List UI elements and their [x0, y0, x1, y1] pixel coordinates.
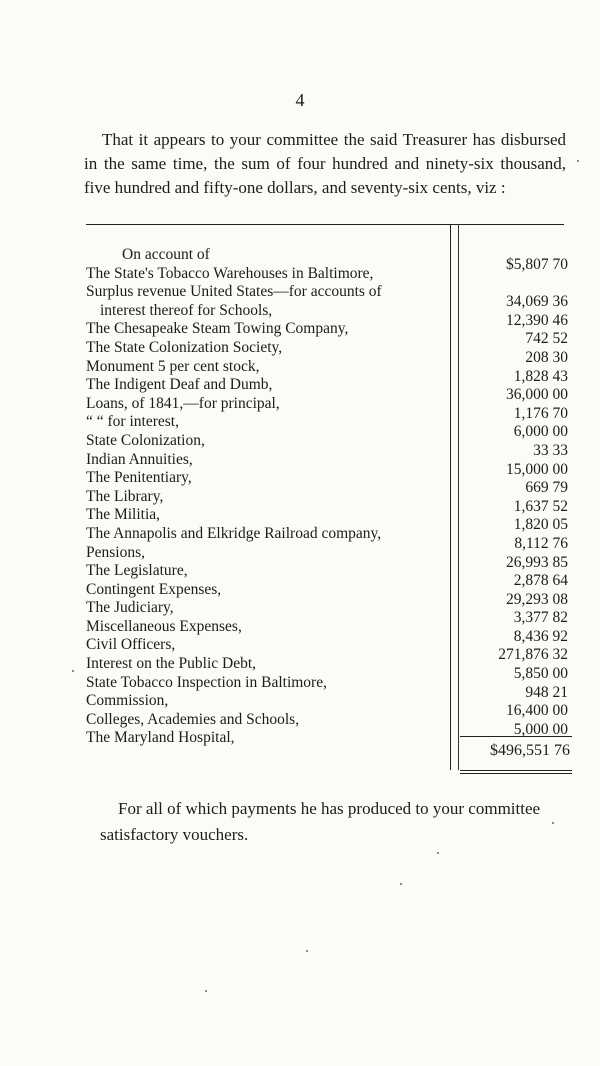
ledger-item-label: The Maryland Hospital, [86, 729, 235, 747]
intro-paragraph [84, 128, 566, 200]
ledger-item-amount: 5,000 00 [513, 720, 568, 738]
ledger-amounts [460, 256, 570, 739]
ledger-item-label: interest thereof for Schools, [100, 301, 273, 319]
ledger-items [86, 246, 450, 748]
ledger-item-label: State Tobacco Inspection in Baltimore, [86, 673, 327, 691]
column-divider [450, 224, 451, 770]
ledger-item-amount: 948 21 [525, 683, 568, 701]
ledger-item-amount: 742 52 [525, 330, 568, 348]
ledger-item-amount: 1,828 43 [513, 367, 568, 385]
ledger-item-label: Civil Officers, [86, 636, 176, 654]
ledger-item-amount: 1,176 70 [513, 404, 568, 422]
ledger-item-amount: 12,390 46 [506, 311, 568, 329]
ledger-item-label: Loans, of 1841,—for principal, [86, 394, 280, 412]
ledger-item-amount: 271,876 32 [498, 646, 568, 664]
ledger-item-amount: $5,807 70 [506, 256, 568, 273]
print-speck [306, 950, 308, 952]
intro-text: That it appears to your committee the said Treasurer has disbursed in the same time, the sum of four hundred and ninety-six thousand, five hundred and fifty-one dollars, and seventy-six cents, viz : [84, 130, 566, 197]
ledger-item-amount: 669 79 [525, 479, 568, 497]
ledger-heading: On account of [122, 246, 210, 263]
ledger-item-label: State Colonization, [86, 431, 205, 449]
ledger-item-amount [460, 275, 570, 294]
ledger-item-amount: 2,878 64 [513, 572, 568, 590]
ledger-item-amount: 8,112 76 [514, 534, 568, 552]
closing-text: For all of which payments he has produced to your committee satisfactory vouchers. [100, 799, 541, 844]
ledger-item-label: The State Colonization Society, [86, 338, 283, 356]
ledger-item-label: Commission, [86, 692, 169, 710]
ledger-total: $496,551 76 [490, 742, 570, 759]
ledger-item-amount: 1,820 05 [513, 516, 568, 534]
page-number: 4 [295, 90, 305, 110]
ledger-item-label: The State's Tobacco Warehouses in Baltimore, [86, 264, 374, 282]
ledger-item-amount: 6,000 00 [513, 423, 568, 441]
print-speck [577, 160, 579, 162]
print-speck [437, 852, 439, 854]
ledger-item-label: The Militia, [86, 506, 161, 524]
ledger-item-label: The Library, [86, 487, 164, 505]
ledger-item-amount: 1,637 52 [513, 497, 568, 515]
ledger-item-label: Interest on the Public Debt, [86, 655, 257, 673]
ledger-item-amount: 15,000 00 [506, 460, 568, 478]
print-speck [552, 822, 554, 824]
ledger-item-label: Miscellaneous Expenses, [86, 617, 242, 635]
ledger-item-label: The Annapolis and Elkridge Railroad company, [86, 524, 382, 542]
ledger-item-label: “ “ for interest, [86, 413, 179, 431]
closing-paragraph [100, 796, 578, 848]
ledger-item-label: The Chesapeake Steam Towing Company, [86, 320, 349, 338]
ledger-item-amount: 26,993 85 [506, 553, 568, 571]
ledger-item-amount: 3,377 82 [513, 609, 568, 627]
top-rule [86, 224, 564, 225]
ledger-item-amount: 36,000 00 [506, 386, 568, 404]
ledger-item-amount: 34,069 36 [506, 293, 568, 311]
ledger-item-label: Contingent Expenses, [86, 580, 222, 598]
ledger-item-label: Surplus revenue United States—for accounts of [86, 283, 382, 301]
print-speck [400, 883, 402, 885]
ledger-item-label: The Legislature, [86, 562, 188, 580]
column-divider-inner [458, 224, 459, 770]
ledger-item-amount: 33 33 [533, 441, 568, 459]
ledger-item-amount: 5,850 00 [513, 665, 568, 683]
double-rule-lower [460, 773, 572, 774]
ledger-item-amount: 16,400 00 [506, 702, 568, 720]
ledger-item-label: Monument 5 per cent stock, [86, 357, 260, 375]
ledger-item-label: Colleges, Academies and Schools, [86, 710, 300, 728]
ledger-item-amount: 29,293 08 [506, 590, 568, 608]
ledger-item-label: The Indigent Deaf and Dumb, [86, 376, 273, 394]
print-speck [72, 670, 74, 672]
ledger-item-amount: 8,436 92 [513, 627, 568, 645]
ledger-item-label: Pensions, [86, 543, 145, 561]
double-rule [460, 770, 572, 771]
ledger-item-label: Indian Annuities, [86, 450, 193, 468]
ledger-item-label: The Judiciary, [86, 599, 174, 617]
ledger-item-label: The Penitentiary, [86, 469, 192, 487]
print-speck [205, 990, 207, 992]
total-rule [460, 736, 572, 737]
ledger-item-amount: 208 30 [525, 348, 568, 366]
